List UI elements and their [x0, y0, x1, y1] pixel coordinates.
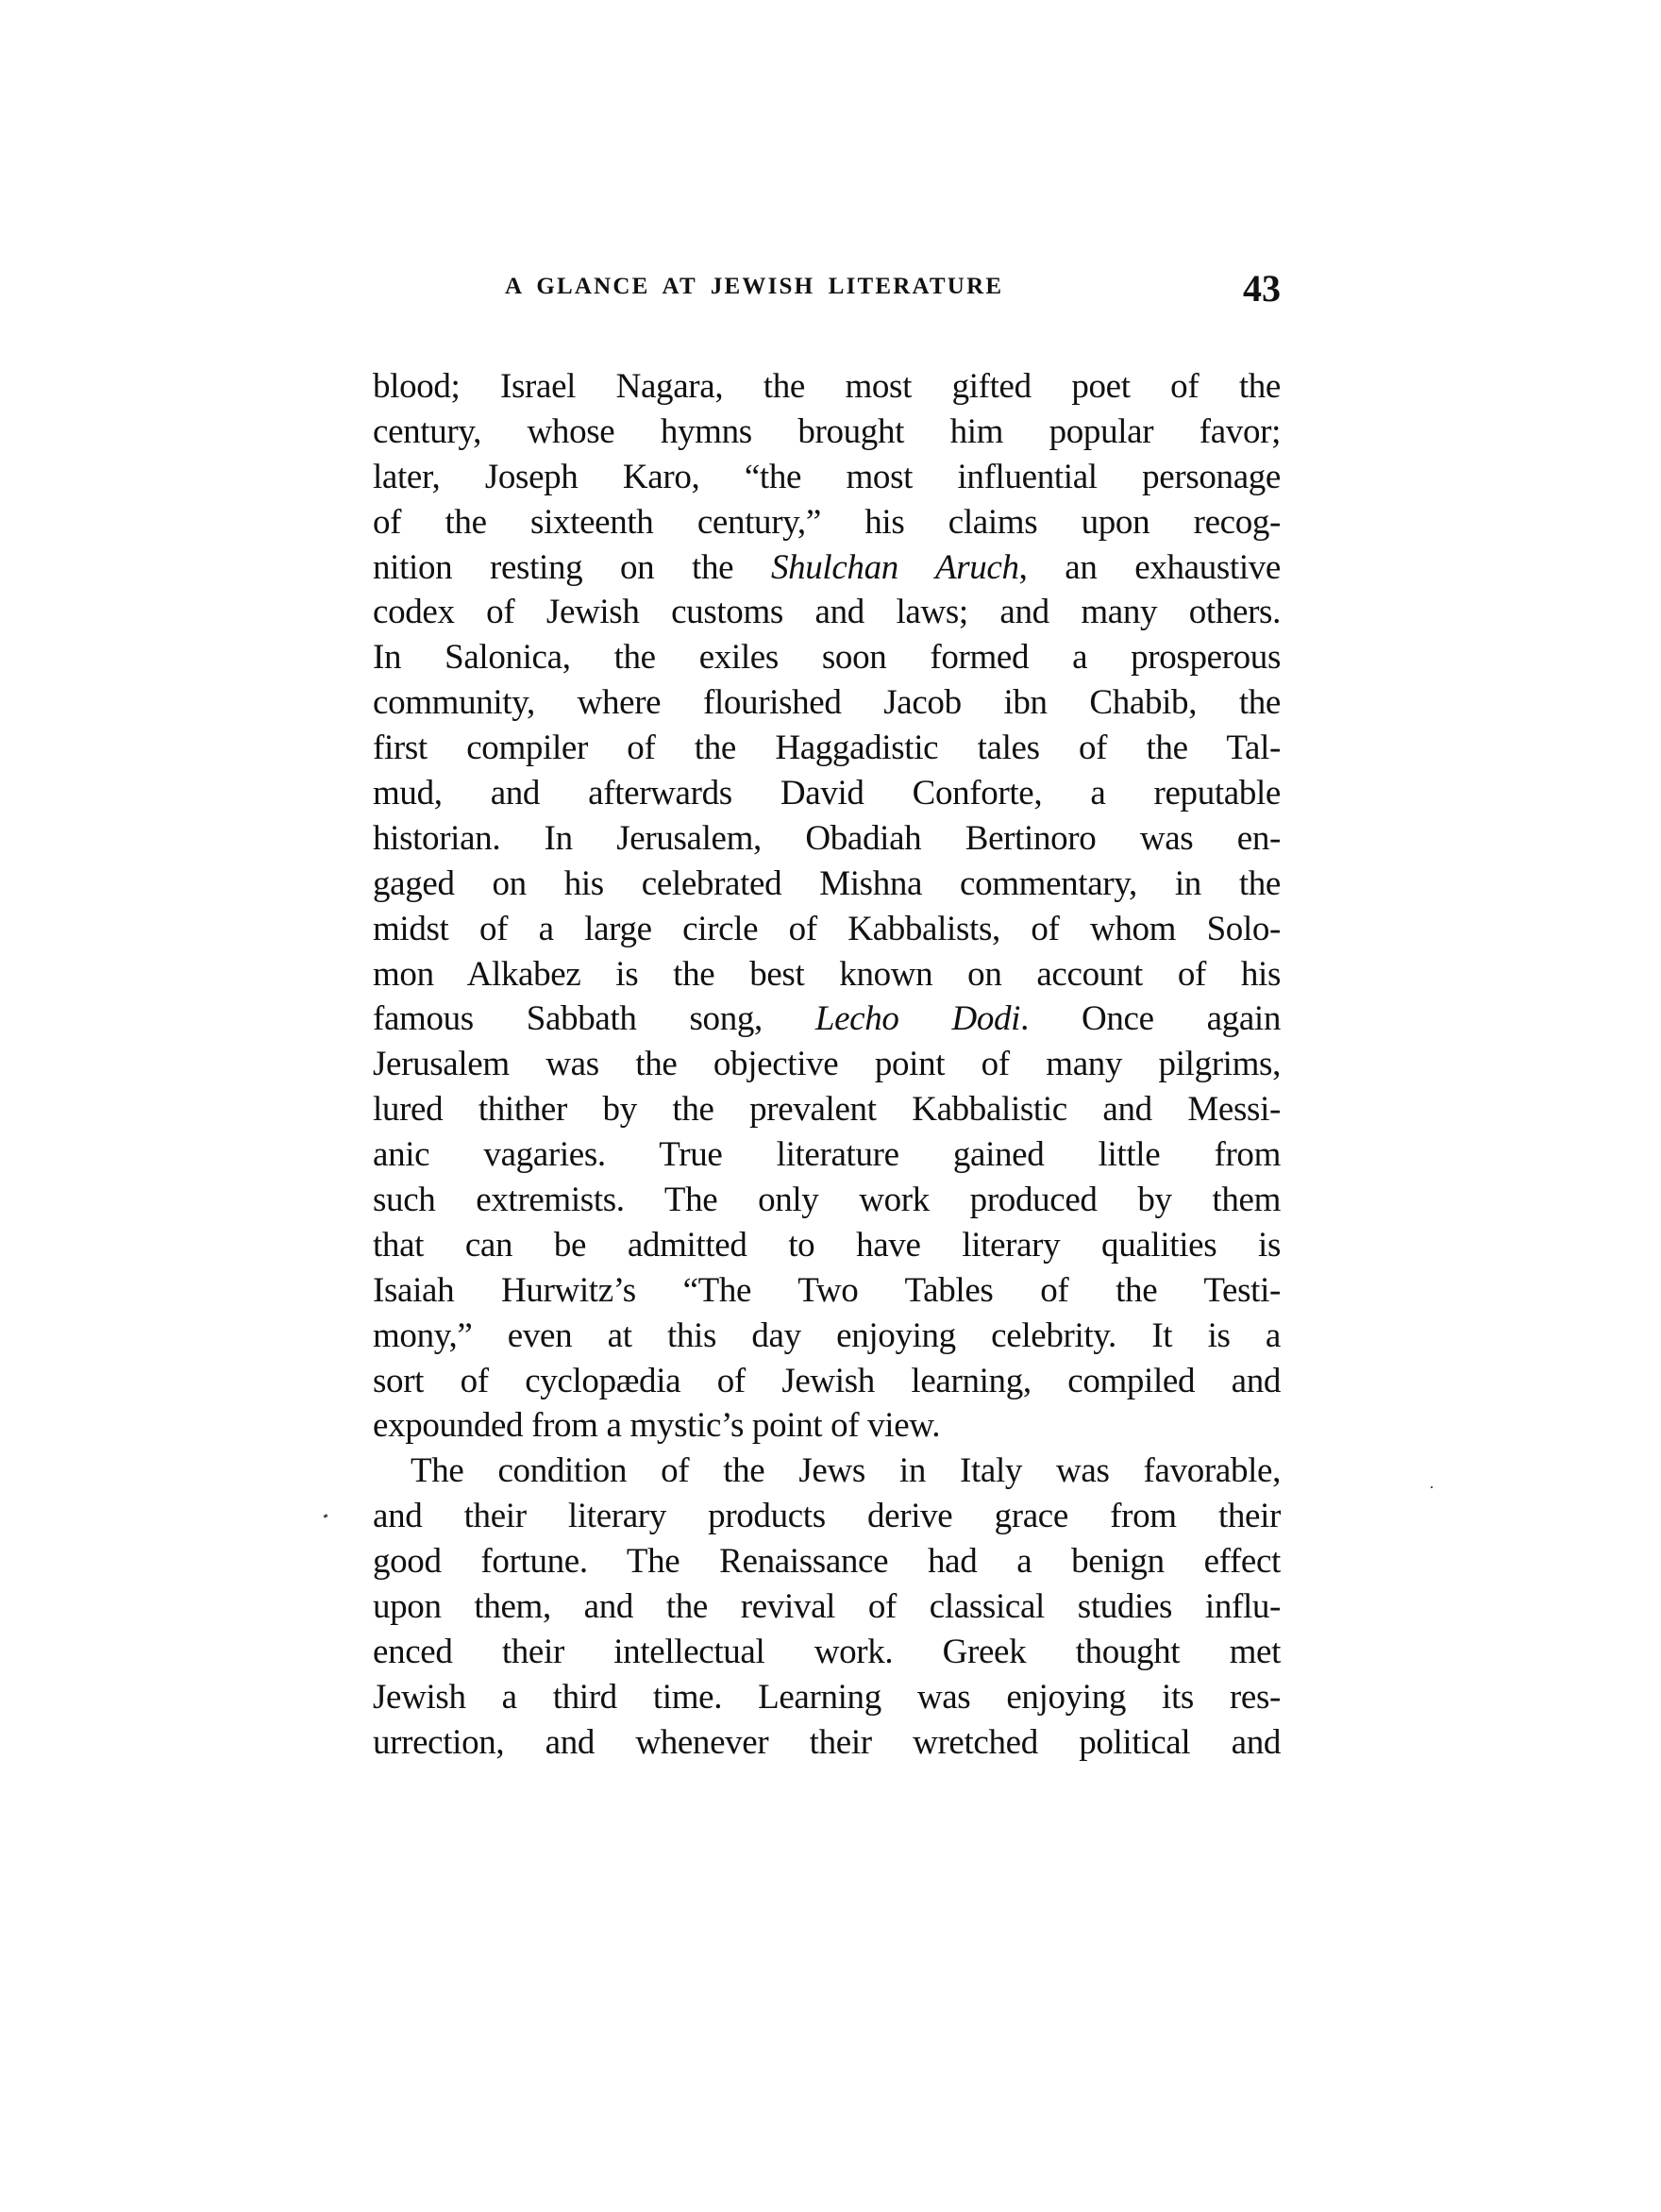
- text-segment: , an exhaustive: [1018, 547, 1281, 587]
- body-text: [373, 364, 1281, 1766]
- text-line: [373, 545, 1281, 591]
- italic-title-shulchan-aruch: Shulchan Aruch: [770, 547, 1019, 587]
- margin-mark: [324, 1514, 328, 1518]
- text-line: mud, and afterwards David Conforte, a reputable: [373, 774, 1281, 813]
- running-header: [373, 266, 1281, 313]
- text-line: lured thither by the prevalent Kabbalistic and Messi-: [373, 1090, 1281, 1130]
- text-line: historian. In Jerusalem, Obadiah Bertinoro was en-: [373, 818, 1281, 858]
- text-line: upon them, and the revival of classical studies influ-: [373, 1587, 1281, 1627]
- text-line: blood; Israel Nagara, the most gifted poet of the: [373, 367, 1281, 406]
- text-line: In Salonica, the exiles soon formed a prosperous: [373, 638, 1281, 678]
- text-line: [373, 997, 1281, 1042]
- text-line: such extremists. The only work produced by them: [373, 1181, 1281, 1220]
- text-segment: nition resting on the: [373, 547, 734, 587]
- text-line: century, whose hymns brought him popular favor;: [373, 411, 1281, 451]
- text-line: expounded from a mystic’s point of view.: [373, 1406, 941, 1446]
- text-line: Jewish a third time. Learning was enjoying its res-: [373, 1677, 1281, 1717]
- text-segment: famous Sabbath song,: [373, 999, 763, 1039]
- paragraph-1: [373, 364, 1281, 1449]
- text-line: codex of Jewish customs and laws; and many others.: [373, 593, 1281, 632]
- page-number: 43: [1243, 267, 1281, 310]
- italic-title-lecho-dodi: Lecho Dodi: [814, 999, 1021, 1039]
- scan-speck: [1431, 1486, 1433, 1488]
- text-line: good fortune. The Renaissance had a benign effect: [373, 1542, 1281, 1582]
- text-line: mony,” even at this day enjoying celebrity. It is a: [373, 1315, 1281, 1355]
- text-line: urrection, and whenever their wretched political and: [373, 1722, 1281, 1762]
- paragraph-2: [373, 1449, 1281, 1765]
- text-line: sort of cyclopædia of Jewish learning, compiled and: [373, 1361, 1281, 1400]
- text-line: of the sixteenth century,” his claims upon recog-: [373, 502, 1281, 542]
- text-line: The condition of the Jews in Italy was favorable,: [411, 1451, 1281, 1491]
- text-line: gaged on his celebrated Mishna commentary, in the: [373, 863, 1281, 903]
- text-line: later, Joseph Karo, “the most influential personage: [373, 457, 1281, 496]
- text-line: enced their intellectual work. Greek thought met: [373, 1632, 1281, 1671]
- text-line: that can be admitted to have literary qualities is: [373, 1225, 1281, 1265]
- text-line: Isaiah Hurwitz’s “The Two Tables of the Testi-: [373, 1270, 1281, 1310]
- text-line: first compiler of the Haggadistic tales of the Tal-: [373, 729, 1281, 768]
- text-line: and their literary products derive grace from their: [373, 1497, 1281, 1536]
- running-title: A GLANCE AT JEWISH LITERATURE: [505, 274, 1004, 299]
- text-line: midst of a large circle of Kabbalists, of whom Solo-: [373, 909, 1281, 948]
- text-line: Jerusalem was the objective point of many pilgrims,: [373, 1045, 1281, 1084]
- text-line: mon Alkabez is the best known on account of his: [373, 954, 1281, 994]
- text-line: anic vagaries. True literature gained little from: [373, 1135, 1281, 1175]
- text-segment: . Once again: [1020, 999, 1281, 1039]
- text-line: community, where flourished Jacob ibn Chabib, the: [373, 683, 1281, 723]
